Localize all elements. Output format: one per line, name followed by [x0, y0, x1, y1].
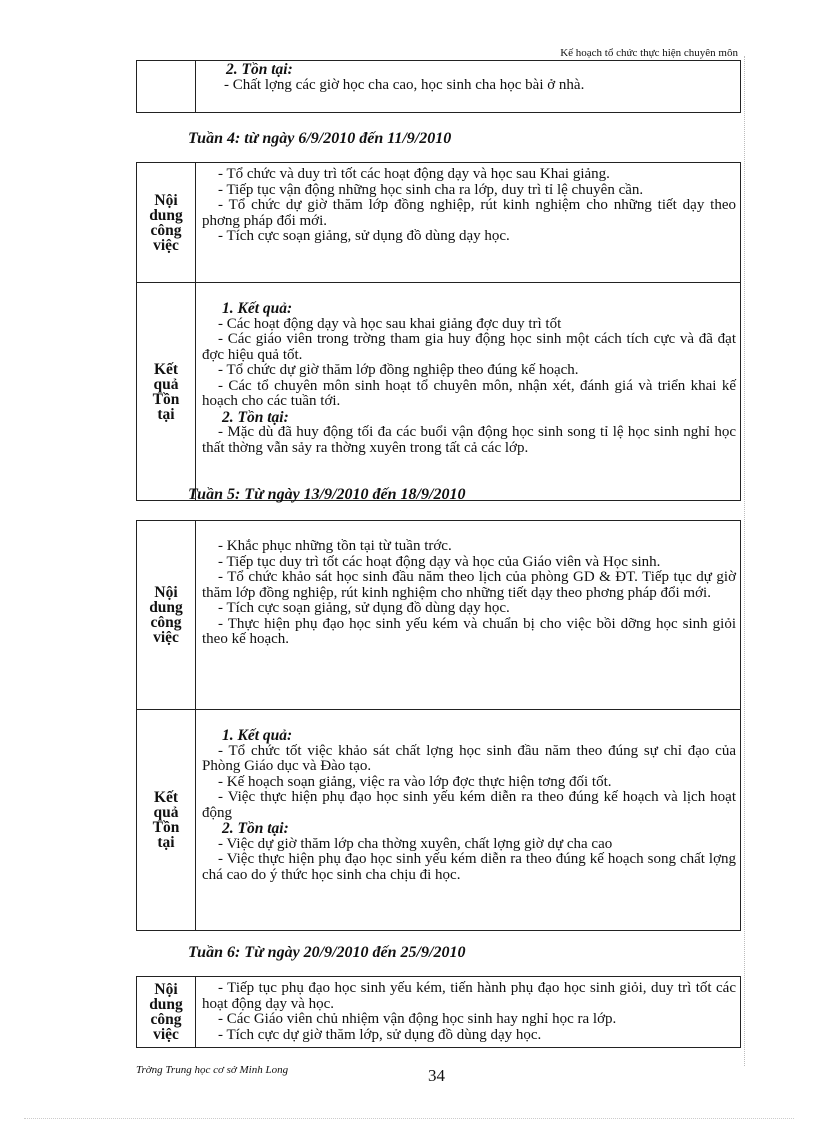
label-word: dung: [149, 599, 183, 616]
list-item: - Các giáo viên trong trờng tham gia huy động học sinh một cách tích cực và đã đạt đợc hiệu quả tốt.: [202, 331, 736, 363]
list-item: - Tổ chức và duy trì tốt các hoạt động dạy và học sau Khai giảng.: [218, 166, 610, 182]
list-item: - Các tổ chuyên môn sinh hoạt tổ chuyên môn, nhận xét, đánh giá và triển khai kế hoạch cho các tuần tới.: [202, 377, 736, 409]
list-item: - Tiếp tục vận động những học sinh cha ra lớp, duy trì tỉ lệ chuyên cần.: [218, 181, 644, 198]
list-item: - Các hoạt động dạy và học sau khai giảng đợc duy trì tốt: [218, 315, 562, 332]
label-word: Nội: [154, 584, 178, 601]
list-item: - Mặc dù đã huy động tối đa các buổi vận động học sinh song tỉ lệ học sinh nghỉ học thất thờng vẫn sảy ra thờng xuyên trong tất cả các lớp.: [202, 424, 736, 456]
result-label: [137, 710, 196, 931]
running-header: Kế hoạch tổ chức thực hiện chuyên môn: [560, 47, 738, 59]
label-word: việc: [153, 236, 179, 254]
label-word: công: [150, 614, 182, 631]
label-word: công: [150, 221, 182, 239]
label-word: Nội: [154, 191, 178, 209]
page-bottom-edge: [24, 1118, 794, 1119]
label-word: Tồn: [152, 390, 180, 408]
result-heading: 1. Kết quả:: [222, 300, 293, 317]
exist-heading: 2. Tồn tại:: [226, 61, 293, 78]
list-item: - Tích cực dự giờ thăm lớp, sử dụng đồ dùng dạy học.: [218, 1026, 542, 1043]
week-title: Tuần 5: Từ ngày 13/9/2010 đến 18/9/2010: [188, 486, 466, 503]
week5-table: [136, 520, 741, 931]
list-item: - Việc dự giờ thăm lớp cha thờng xuyên, chất lợng giờ dự cha cao: [218, 835, 613, 852]
work-label: [137, 163, 196, 283]
label-word: tại: [157, 834, 175, 851]
exist-heading: 2. Tồn tại:: [222, 408, 289, 426]
list-item: - Tiếp tục phụ đạo học sinh yếu kém, tiến hành phụ đạo học sinh giỏi, duy trì tốt các hoạt động dạy và học.: [202, 980, 736, 1012]
label-word: quả: [153, 804, 179, 821]
label-word: Kết: [153, 789, 179, 806]
week-title: Tuần 4: từ ngày 6/9/2010 đến 11/9/2010: [188, 130, 452, 147]
list-item: - Chất lợng các giờ học cha cao, học sinh cha học bài ở nhà.: [224, 76, 585, 93]
work-label: [137, 977, 196, 1048]
label-word: Nội: [154, 981, 178, 998]
week-title: Tuần 6: Từ ngày 20/9/2010 đến 25/9/2010: [188, 944, 466, 961]
label-word: tại: [157, 405, 175, 423]
list-item: - Việc thực hiện phụ đạo học sinh yếu kém diễn ra theo đúng kế hoạch song chất lợng chá cao do ý thức học sinh cha chịu đi học.: [202, 851, 736, 883]
label-word: việc: [153, 629, 179, 646]
label-word: Kết: [153, 360, 179, 378]
list-item: - Tổ chức tốt việc khảo sát chất lợng học sinh đầu năm theo đúng sự chỉ đạo của Phòng Giáo dục và Đào tạo.: [202, 742, 736, 774]
page-number: 34: [428, 1066, 445, 1085]
work-content: [196, 977, 741, 1048]
result-label: [137, 283, 196, 501]
list-item: - Tích cực soạn giảng, sử dụng đồ dùng dạy học.: [218, 228, 510, 244]
content-cell: [196, 60, 741, 113]
week4-table: [136, 162, 741, 501]
table-continued: [136, 60, 741, 113]
label-word: công: [150, 1011, 182, 1028]
result-heading: 1. Kết quả:: [222, 727, 293, 744]
week6-table: [136, 976, 741, 1048]
label-word: dung: [149, 206, 183, 224]
result-content: [196, 283, 741, 501]
label-word: Tồn: [152, 819, 180, 836]
list-item: - Tiếp tục duy trì tốt các hoạt động dạy và học của Giáo viên và Học sinh.: [218, 553, 661, 570]
footer-school: Trờng Trung học cơ sở Minh Long: [136, 1064, 289, 1076]
label-word: việc: [153, 1026, 179, 1043]
work-content: [196, 163, 741, 283]
work-label: [137, 521, 196, 710]
list-item: - Thực hiện phụ đạo học sinh yếu kém và chuẩn bị cho việc bồi dỡng học sinh giỏi theo kế hoạch.: [202, 615, 736, 647]
label-word: dung: [149, 996, 183, 1013]
list-item: - Tổ chức dự giờ thăm lớp đồng nghiệp, rút kinh nghiệm cho những tiết dạy theo phơng pháp đổi mới.: [202, 197, 736, 229]
list-item: - Kế hoạch soạn giảng, việc ra vào lớp đợc thực hiện tơng đối tốt.: [218, 773, 612, 790]
list-item: - Tích cực soạn giảng, sử dụng đồ dùng dạy học.: [218, 600, 510, 616]
list-item: - Khắc phục những tồn tại từ tuần trớc.: [218, 538, 452, 554]
label-cell-empty: [137, 60, 196, 113]
result-content: [196, 710, 741, 931]
list-item: - Việc thực hiện phụ đạo học sinh yếu kém diễn ra theo đúng kế hoạch và lịch hoạt động: [202, 789, 736, 821]
work-content: [196, 521, 741, 710]
list-item: - Tổ chức khảo sát học sinh đầu năm theo lịch của phòng GD & ĐT. Tiếp tục dự giờ thăm lớp đồng nghiệp, rút kinh nghiệm cho những tiết dạy theo phơng pháp đổi mới.: [202, 569, 736, 601]
list-item: - Các Giáo viên chủ nhiệm vận động học sinh hay nghỉ học ra lớp.: [218, 1011, 617, 1027]
page-edge: [744, 56, 747, 1066]
label-word: quả: [153, 375, 179, 393]
exist-heading: 2. Tồn tại:: [222, 820, 289, 837]
list-item: - Tổ chức dự giờ thăm lớp đồng nghiệp theo đúng kế hoạch.: [218, 362, 579, 378]
